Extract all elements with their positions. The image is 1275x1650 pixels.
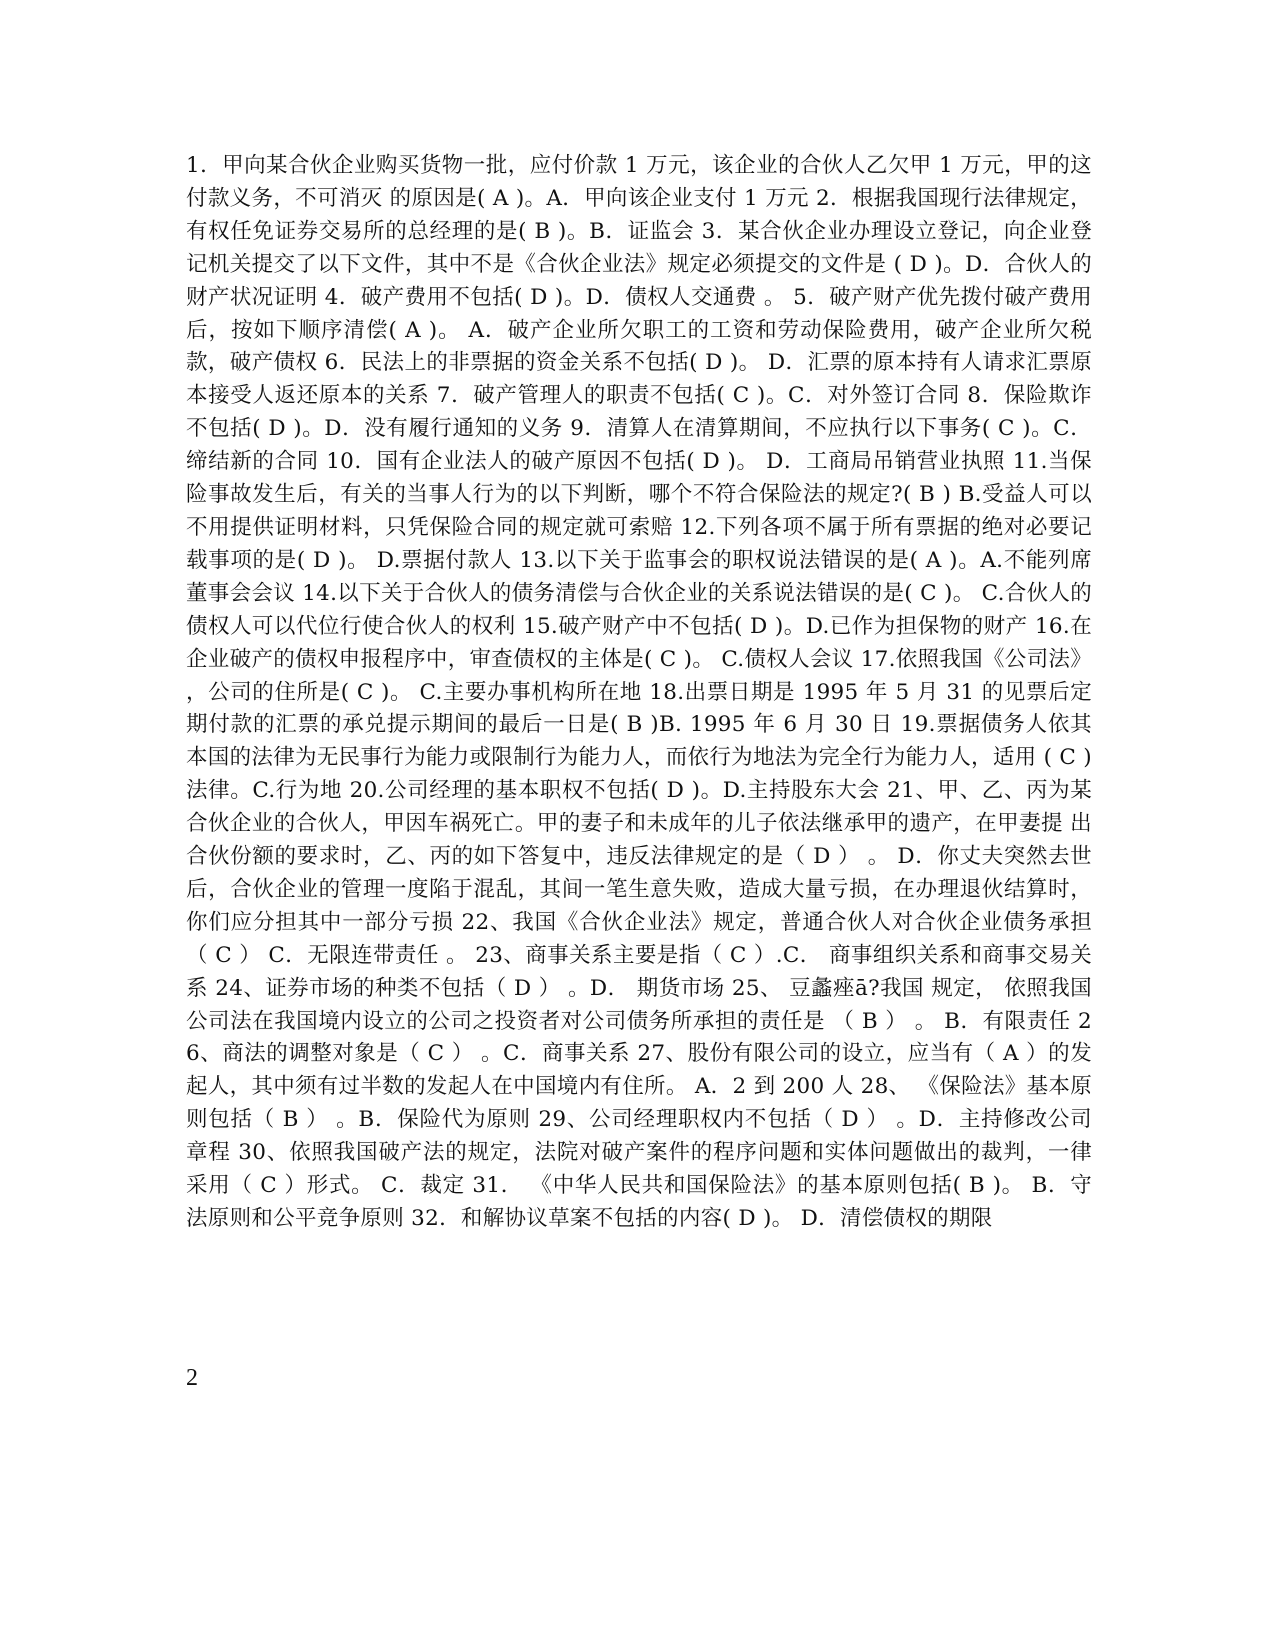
page-number: 2: [186, 1365, 198, 1391]
document-body-text: 1．甲向某合伙企业购买货物一批，应付价款 1 万元，该企业的合伙人乙欠甲 1 万元，甲的这付款义务，不可消灭 的原因是( A )。A．甲向该企业支付 1 万元 2．根据我国现行法律规定，有权任免证券交易所的总经理的是( B )。B．证监会 3．某合伙企业办理设立登记，向企业登记机关提交了以下文件，其中不是《合伙企业法》规定必须提交的文件是 ( D )。D．合伙人的财产状况证明 4．破产费用不包括( D )。D．债权人交通费 。 5．破产财产优先拨付破产费用后，按如下顺序清偿( A )。 A．破产企业所欠职工的工资和劳动保险费用，破产企业所欠税款，破产债权 6．民法上的非票据的资金关系不包括( D )。 D．汇票的原本持有人请求汇票原本接受人返还原本的关系 7．破产管理人的职责不包括( C )。C．对外签订合同 8．保险欺诈不包括( D )。D．没有履行通知的义务 9．清算人在清算期间，不应执行以下事务( C )。C．缔结新的合同 10．国有企业法人的破产原因不包括( D )。 D．工商局吊销营业执照 11.当保险事故发生后，有关的当事人行为的以下判断，哪个不符合保险法的规定?( B ) B.受益人可以不用提供证明材料，只凭保险合同的规定就可索赔 12.下列各项不属于所有票据的绝对必要记载事项的是( D )。 D.票据付款人 13.以下关于监事会的职权说法错误的是( A )。A.不能列席董事会会议 14.以下关于合伙人的债务清偿与合伙企业的关系说法错误的是( C )。 C.合伙人的债权人可以代位行使合伙人的权利 15.破产财产中不包括( D )。D.已作为担保物的财产 16.在企业破产的债权申报程序中，审查债权的主体是( C )。 C.债权人会议 17.依照我国《公司法》 ，公司的住所是( C )。 C.主要办事机构所在地 18.出票日期是 1995 年 5 月 31 的见票后定期付款的汇票的承兑提示期间的最后一日是( B )B. 1995 年 6 月 30 日 19.票据债务人依其本国的法律为无民事行为能力或限制行为能力人，而依行为地法为完全行为能力人，适用 ( C )法律。C.行为地 20.公司经理的基本职权不包括( D )。D.主持股东大会 21、甲、乙、丙为某合伙企业的合伙人，甲因车祸死亡。甲的妻子和未成年的儿子依法继承甲的遗产，在甲妻提 出合伙份额的要求时，乙、丙的如下答复中，违反法律规定的是（ D ） 。 D．你丈夫突然去世后，合伙企业的管理一度陷于混乱，其间一笔生意失败，造成大量亏损，在办理退伙结算时， 你们应分担其中一部分亏损 22、我国《合伙企业法》规定，普通合伙人对合伙企业债务承担（ C ） C．无限连带责任 。 23、商事关系主要是指（ C ）.C． 商事组织关系和商事交易关系 24、证券市场的种类不包括（ D ） 。D． 期货市场 25、 豆蠡痤ā?我国 规定， 依照我国公司法在我国境内设立的公司之投资者对公司债务所承担的责任是 （ B ） 。 B．有限责任 26、商法的调整对象是（ C ） 。C．商事关系 27、股份有限公司的设立，应当有（ A ）的发起人，其中须有过半数的发起人在中国境内有住所。 A．2 到 200 人 28、 《保险法》基本原则包括（ B ） 。B．保险代为原则 29、公司经理职权内不包括（ D ） 。D．主持修改公司章程 30、依照我国破产法的规定，法院对破产案件的程序问题和实体问题做出的裁判，一律采用（ C ）形式。 C．裁定 31． 《中华人民共和国保险法》的基本原则包括( B )。 B．守法原则和公平竞争原则 32．和解协议草案不包括的内容( D )。 D．清偿债权的期限: [186, 153, 1092, 1231]
